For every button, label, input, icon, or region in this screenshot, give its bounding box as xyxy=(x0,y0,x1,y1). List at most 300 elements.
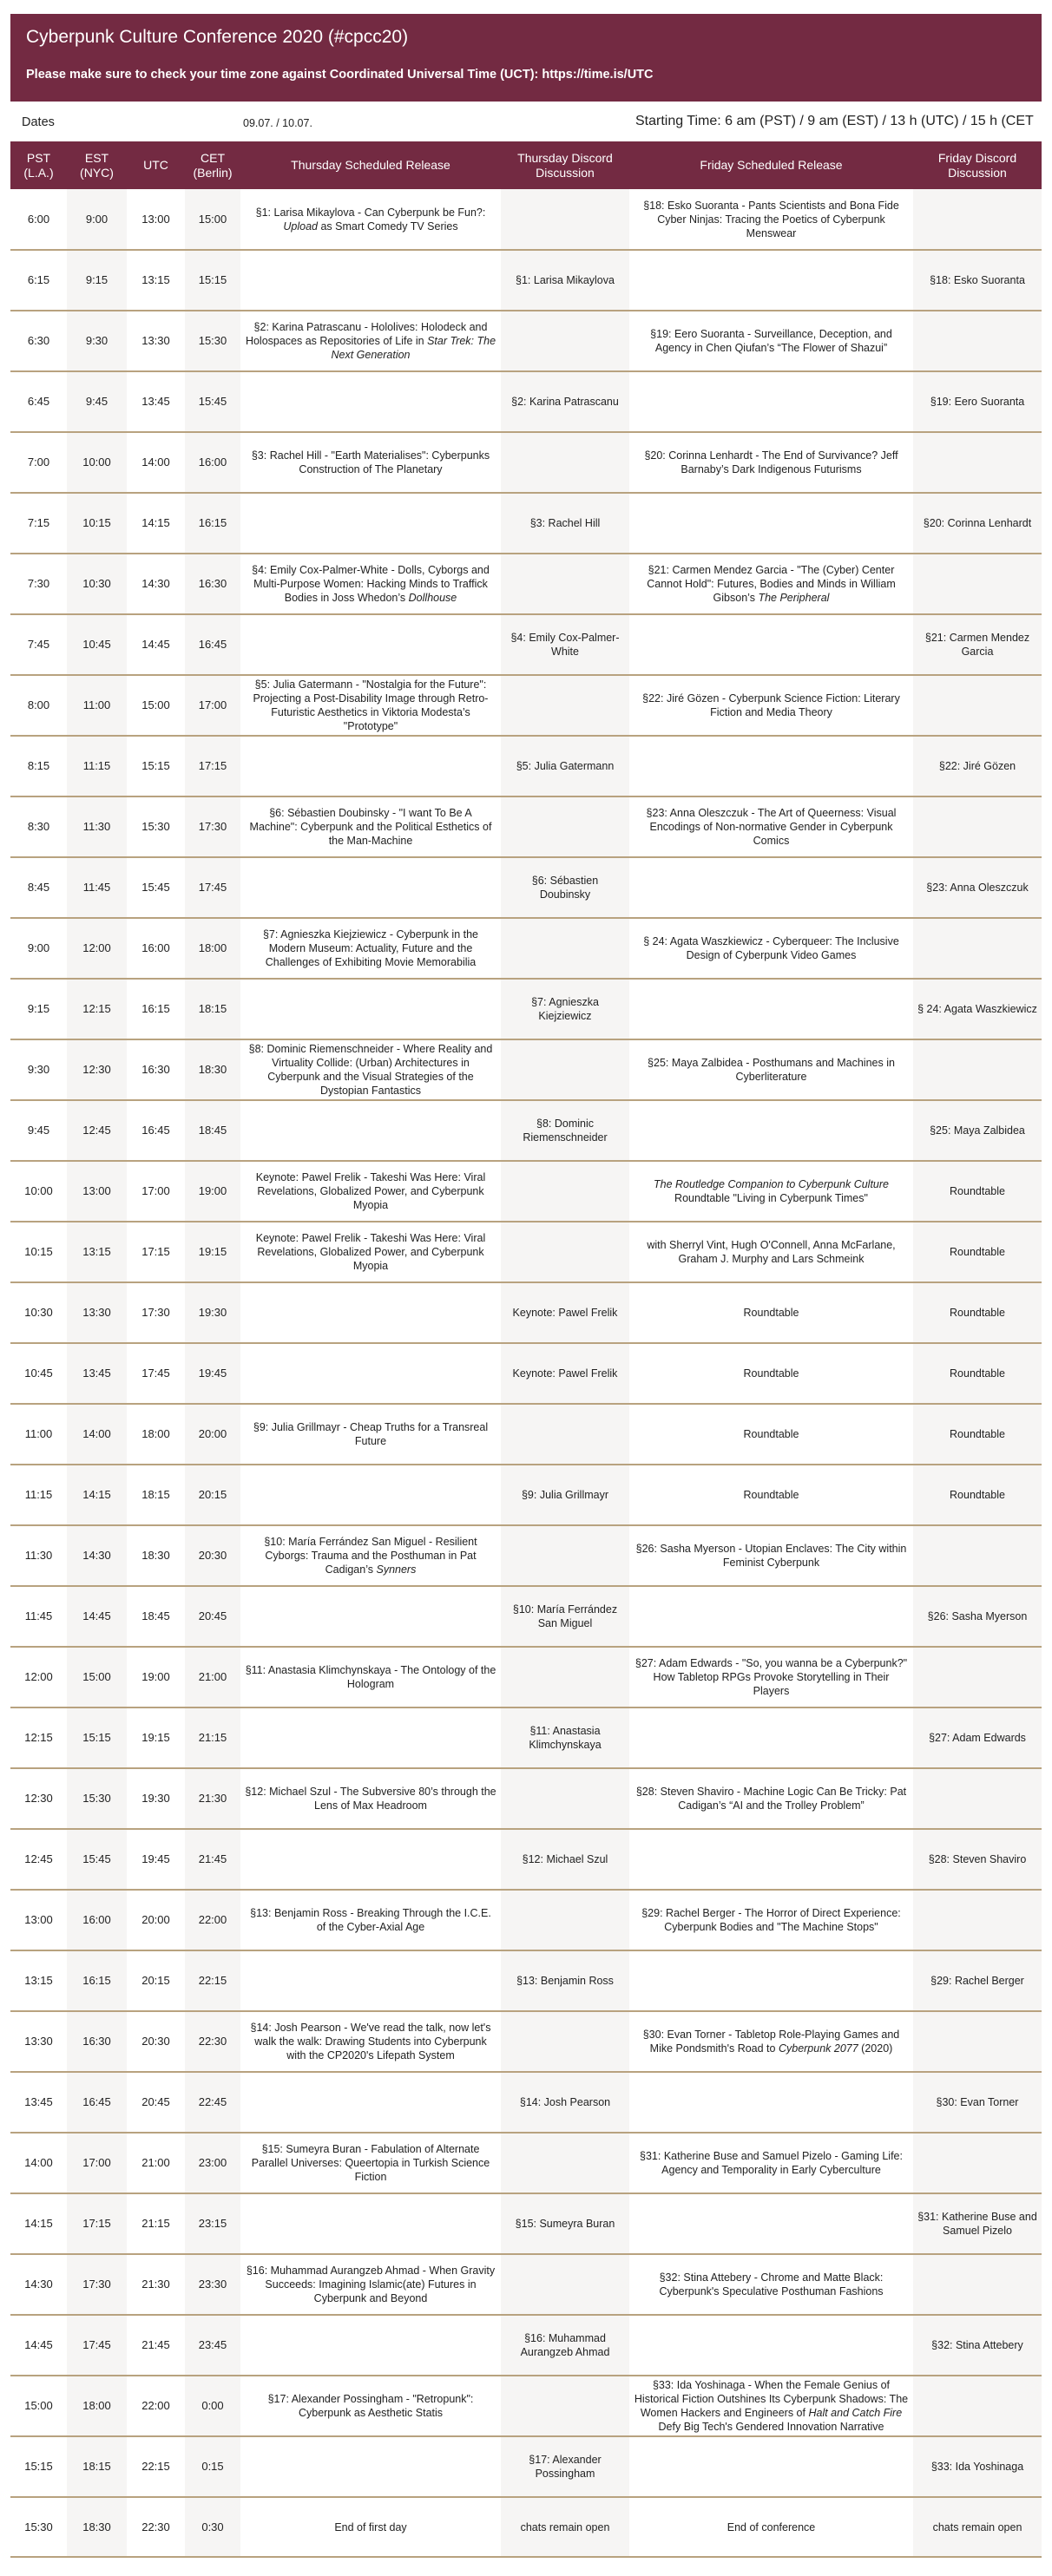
cell-utc: 18:30 xyxy=(127,1525,185,1586)
cell-thursday-release xyxy=(240,1282,501,1343)
cell-thursday-release: §6: Sébastien Doubinsky - "I want To Be A Machine": Cyberpunk and the Political Esthetics of the Man-Machine xyxy=(240,796,501,857)
col-header-pst: PST (L.A.) xyxy=(10,141,67,189)
col-header-friday-release: Friday Scheduled Release xyxy=(629,141,913,189)
cell-friday-release: § 24: Agata Waszkiewicz - Cyberqueer: The Inclusive Design of Cyberpunk Video Games xyxy=(629,918,913,979)
schedule-table xyxy=(10,141,1042,2558)
cell-thursday-discord xyxy=(501,2254,629,2315)
cell-thursday-release: §2: Karina Patrascanu - Hololives: Holodeck and Holospaces as Repositories of Life in Star Trek: The Next Generation xyxy=(240,311,501,371)
cell-pst: 14:45 xyxy=(10,2315,67,2376)
cell-cet: 18:30 xyxy=(185,1039,240,1100)
cell-friday-release xyxy=(629,857,913,918)
cell-utc: 13:15 xyxy=(127,250,185,311)
cell-thursday-release xyxy=(240,1586,501,1647)
cell-friday-release: §27: Adam Edwards - "So, you wanna be a Cyberpunk?" How Tabletop RPGs Provoke Storytelling in Their Players xyxy=(629,1647,913,1708)
cell-utc: 18:45 xyxy=(127,1586,185,1647)
cell-est: 9:00 xyxy=(67,189,127,250)
cell-utc: 20:00 xyxy=(127,1890,185,1950)
cell-pst: 10:45 xyxy=(10,1343,67,1404)
cell-cet: 19:45 xyxy=(185,1343,240,1404)
cell-thursday-discord xyxy=(501,796,629,857)
cell-friday-discord: §18: Esko Suoranta xyxy=(913,250,1042,311)
cell-pst: 12:30 xyxy=(10,1768,67,1829)
cell-thursday-discord xyxy=(501,1768,629,1829)
cell-friday-discord: §21: Carmen Mendez Garcia xyxy=(913,614,1042,675)
cell-thursday-release xyxy=(240,1100,501,1161)
cell-est: 17:00 xyxy=(67,2133,127,2193)
table-row xyxy=(10,311,1042,371)
cell-pst: 6:00 xyxy=(10,189,67,250)
cell-est: 12:30 xyxy=(67,1039,127,1100)
cell-friday-discord: chats remain open xyxy=(913,2497,1042,2557)
cell-thursday-discord: §8: Dominic Riemenschneider xyxy=(501,1100,629,1161)
cell-thursday-discord xyxy=(501,311,629,371)
cell-thursday-discord xyxy=(501,432,629,493)
cell-thursday-discord: §2: Karina Patrascanu xyxy=(501,371,629,432)
cell-thursday-discord: §3: Rachel Hill xyxy=(501,493,629,554)
cell-utc: 21:30 xyxy=(127,2254,185,2315)
cell-friday-discord: §22: Jiré Gözen xyxy=(913,736,1042,796)
cell-cet: 22:15 xyxy=(185,1950,240,2011)
cell-friday-release: §23: Anna Oleszczuk - The Art of Queerness: Visual Encodings of Non-normative Gender in Cyberpunk Comics xyxy=(629,796,913,857)
cell-utc: 20:45 xyxy=(127,2072,185,2133)
cell-friday-discord: §27: Adam Edwards xyxy=(913,1708,1042,1768)
cell-cet: 20:45 xyxy=(185,1586,240,1647)
cell-thursday-release: §14: Josh Pearson - We've read the talk, now let's walk the walk: Drawing Students into Cyberpunk with the CP2020's Lifepath System xyxy=(240,2011,501,2072)
cell-friday-discord: §29: Rachel Berger xyxy=(913,1950,1042,2011)
cell-friday-discord: Roundtable xyxy=(913,1465,1042,1525)
cell-friday-discord xyxy=(913,675,1042,736)
cell-est: 13:15 xyxy=(67,1222,127,1282)
cell-friday-discord: §30: Evan Torner xyxy=(913,2072,1042,2133)
cell-utc: 22:15 xyxy=(127,2436,185,2497)
cell-thursday-discord: §11: Anastasia Klimchynskaya xyxy=(501,1708,629,1768)
cell-friday-release: §18: Esko Suoranta - Pants Scientists and Bona Fide Cyber Ninjas: Tracing the Poetics of Cyberpunk Menswear xyxy=(629,189,913,250)
cell-thursday-release: §3: Rachel Hill - "Earth Materialises": Cyberpunks Construction of The Planetary xyxy=(240,432,501,493)
cell-cet: 20:15 xyxy=(185,1465,240,1525)
cell-friday-release: Roundtable xyxy=(629,1465,913,1525)
cell-friday-release: §29: Rachel Berger - The Horror of Direct Experience: Cyberpunk Bodies and "The Machine Stops" xyxy=(629,1890,913,1950)
cell-thursday-release: §15: Sumeyra Buran - Fabulation of Alternate Parallel Universes: Queertopia in Turkish Science Fiction xyxy=(240,2133,501,2193)
cell-pst: 7:30 xyxy=(10,554,67,614)
cell-utc: 13:30 xyxy=(127,311,185,371)
cell-est: 9:45 xyxy=(67,371,127,432)
cell-utc: 14:15 xyxy=(127,493,185,554)
cell-utc: 13:00 xyxy=(127,189,185,250)
cell-pst: 10:15 xyxy=(10,1222,67,1282)
cell-cet: 17:00 xyxy=(185,675,240,736)
cell-est: 12:00 xyxy=(67,918,127,979)
table-row xyxy=(10,918,1042,979)
cell-friday-release: §21: Carmen Mendez Garcia - "The (Cyber) Center Cannot Hold": Futures, Bodies and Minds in William Gibson’s The Peripheral xyxy=(629,554,913,614)
cell-thursday-discord xyxy=(501,554,629,614)
cell-friday-release: with Sherryl Vint, Hugh O'Connell, Anna McFarlane, Graham J. Murphy and Lars Schmeink xyxy=(629,1222,913,1282)
cell-cet: 23:30 xyxy=(185,2254,240,2315)
cell-friday-discord: §25: Maya Zalbidea xyxy=(913,1100,1042,1161)
cell-cet: 22:30 xyxy=(185,2011,240,2072)
cell-cet: 20:00 xyxy=(185,1404,240,1465)
cell-utc: 21:00 xyxy=(127,2133,185,2193)
table-row xyxy=(10,857,1042,918)
table-row xyxy=(10,1829,1042,1890)
cell-friday-discord: Roundtable xyxy=(913,1404,1042,1465)
cell-cet: 15:15 xyxy=(185,250,240,311)
table-row xyxy=(10,250,1042,311)
cell-friday-discord: §31: Katherine Buse and Samuel Pizelo xyxy=(913,2193,1042,2254)
cell-friday-release: §31: Katherine Buse and Samuel Pizelo - Gaming Life: Agency and Temporality in Early Cyberculture xyxy=(629,2133,913,2193)
cell-friday-release: §26: Sasha Myerson - Utopian Enclaves: The City within Feminist Cyberpunk xyxy=(629,1525,913,1586)
cell-cet: 16:45 xyxy=(185,614,240,675)
cell-thursday-release xyxy=(240,1708,501,1768)
cell-cet: 20:30 xyxy=(185,1525,240,1586)
page-title: Cyberpunk Culture Conference 2020 (#cpcc20) xyxy=(26,27,409,47)
cell-cet: 16:15 xyxy=(185,493,240,554)
cell-est: 17:45 xyxy=(67,2315,127,2376)
cell-utc: 18:15 xyxy=(127,1465,185,1525)
cell-utc: 21:15 xyxy=(127,2193,185,2254)
cell-thursday-release xyxy=(240,2193,501,2254)
cell-thursday-release xyxy=(240,1343,501,1404)
cell-friday-discord xyxy=(913,2133,1042,2193)
table-row xyxy=(10,432,1042,493)
cell-thursday-release xyxy=(240,1829,501,1890)
cell-pst: 7:45 xyxy=(10,614,67,675)
cell-friday-release xyxy=(629,979,913,1039)
cell-est: 9:15 xyxy=(67,250,127,311)
cell-utc: 20:30 xyxy=(127,2011,185,2072)
cell-utc: 16:30 xyxy=(127,1039,185,1100)
table-row xyxy=(10,1343,1042,1404)
cell-cet: 18:45 xyxy=(185,1100,240,1161)
cell-est: 15:15 xyxy=(67,1708,127,1768)
table-row xyxy=(10,2315,1042,2376)
cell-est: 10:15 xyxy=(67,493,127,554)
cell-thursday-discord xyxy=(501,918,629,979)
cell-friday-release: §33: Ida Yoshinaga - When the Female Genius of Historical Fiction Outshines Its Cyberpunk Shadows: The Women Hackers and Engineers of Halt and Catch Fire Defy Big Tech's Gendered Innovation Narrative xyxy=(629,2376,913,2436)
cell-friday-release xyxy=(629,1586,913,1647)
cell-friday-discord xyxy=(913,796,1042,857)
cell-thursday-release: Keynote: Pawel Frelik - Takeshi Was Here: Viral Revelations, Globalized Power, and Cyberpunk Myopia xyxy=(240,1161,501,1222)
cell-cet: 17:45 xyxy=(185,857,240,918)
table-row xyxy=(10,1282,1042,1343)
cell-pst: 6:45 xyxy=(10,371,67,432)
cell-thursday-release xyxy=(240,1465,501,1525)
cell-thursday-discord: §10: María Ferrández San Miguel xyxy=(501,1586,629,1647)
cell-thursday-release xyxy=(240,1950,501,2011)
cell-friday-discord xyxy=(913,1768,1042,1829)
cell-friday-release xyxy=(629,2193,913,2254)
cell-cet: 21:00 xyxy=(185,1647,240,1708)
cell-pst: 9:45 xyxy=(10,1100,67,1161)
cell-utc: 17:00 xyxy=(127,1161,185,1222)
cell-thursday-release xyxy=(240,614,501,675)
cell-thursday-release: §5: Julia Gatermann - "Nostalgia for the Future": Projecting a Post-Disability Image through Retro-Futuristic Aesthetics in Viktoria Modesta’s "Prototype" xyxy=(240,675,501,736)
cell-cet: 0:00 xyxy=(185,2376,240,2436)
cell-est: 15:00 xyxy=(67,1647,127,1708)
cell-friday-release xyxy=(629,1708,913,1768)
col-header-thursday-discord: Thursday Discord Discussion xyxy=(501,141,629,189)
cell-cet: 15:45 xyxy=(185,371,240,432)
cell-friday-discord xyxy=(913,2011,1042,2072)
cell-cet: 23:45 xyxy=(185,2315,240,2376)
cell-est: 13:30 xyxy=(67,1282,127,1343)
cell-thursday-discord: Keynote: Pawel Frelik xyxy=(501,1343,629,1404)
cell-utc: 15:00 xyxy=(127,675,185,736)
table-row xyxy=(10,1586,1042,1647)
table-row xyxy=(10,2436,1042,2497)
cell-pst: 13:15 xyxy=(10,1950,67,2011)
cell-friday-discord: §28: Steven Shaviro xyxy=(913,1829,1042,1890)
cell-utc: 17:30 xyxy=(127,1282,185,1343)
cell-thursday-release: §1: Larisa Mikaylova - Can Cyberpunk be Fun?: Upload as Smart Comedy TV Series xyxy=(240,189,501,250)
cell-friday-release: §32: Stina Attebery - Chrome and Matte Black: Cyberpunk's Speculative Posthuman Fashions xyxy=(629,2254,913,2315)
cell-thursday-discord: chats remain open xyxy=(501,2497,629,2557)
cell-friday-release xyxy=(629,493,913,554)
cell-friday-release: §22: Jiré Gözen - Cyberpunk Science Fiction: Literary Fiction and Media Theory xyxy=(629,675,913,736)
cell-est: 11:45 xyxy=(67,857,127,918)
table-row xyxy=(10,979,1042,1039)
cell-est: 11:30 xyxy=(67,796,127,857)
cell-cet: 19:30 xyxy=(185,1282,240,1343)
cell-utc: 19:00 xyxy=(127,1647,185,1708)
cell-est: 11:00 xyxy=(67,675,127,736)
cell-pst: 8:00 xyxy=(10,675,67,736)
dates-row xyxy=(10,102,1042,141)
cell-thursday-discord xyxy=(501,1647,629,1708)
cell-thursday-discord xyxy=(501,2011,629,2072)
cell-thursday-discord: §5: Julia Gatermann xyxy=(501,736,629,796)
cell-est: 18:00 xyxy=(67,2376,127,2436)
cell-pst: 12:15 xyxy=(10,1708,67,1768)
cell-utc: 14:30 xyxy=(127,554,185,614)
table-row xyxy=(10,554,1042,614)
table-row xyxy=(10,493,1042,554)
table-row xyxy=(10,1222,1042,1282)
cell-pst: 15:00 xyxy=(10,2376,67,2436)
table-header-row xyxy=(10,141,1042,189)
cell-est: 12:15 xyxy=(67,979,127,1039)
table-row xyxy=(10,2011,1042,2072)
dates-label: Dates xyxy=(22,115,55,129)
cell-est: 16:30 xyxy=(67,2011,127,2072)
cell-cet: 16:30 xyxy=(185,554,240,614)
cell-est: 18:30 xyxy=(67,2497,127,2557)
cell-cet: 22:45 xyxy=(185,2072,240,2133)
cell-thursday-release: §17: Alexander Possingham - "Retropunk": Cyberpunk as Aesthetic Statis xyxy=(240,2376,501,2436)
cell-thursday-discord xyxy=(501,2133,629,2193)
table-row xyxy=(10,736,1042,796)
table-row xyxy=(10,189,1042,250)
cell-thursday-discord: §9: Julia Grillmayr xyxy=(501,1465,629,1525)
cell-friday-release: §25: Maya Zalbidea - Posthumans and Machines in Cyberliterature xyxy=(629,1039,913,1100)
table-row xyxy=(10,371,1042,432)
cell-thursday-release: §10: María Ferrández San Miguel - Resilient Cyborgs: Trauma and the Posthuman in Pat Cadigan’s Synners xyxy=(240,1525,501,1586)
cell-est: 10:30 xyxy=(67,554,127,614)
cell-est: 17:15 xyxy=(67,2193,127,2254)
cell-thursday-discord: §13: Benjamin Ross xyxy=(501,1950,629,2011)
cell-thursday-release xyxy=(240,857,501,918)
cell-utc: 16:00 xyxy=(127,918,185,979)
cell-est: 10:00 xyxy=(67,432,127,493)
cell-friday-release xyxy=(629,371,913,432)
cell-pst: 13:30 xyxy=(10,2011,67,2072)
cell-pst: 13:45 xyxy=(10,2072,67,2133)
cell-utc: 15:30 xyxy=(127,796,185,857)
cell-thursday-release: End of first day xyxy=(240,2497,501,2557)
cell-utc: 22:30 xyxy=(127,2497,185,2557)
table-row xyxy=(10,1404,1042,1465)
cell-pst: 6:30 xyxy=(10,311,67,371)
cell-cet: 21:15 xyxy=(185,1708,240,1768)
cell-thursday-discord xyxy=(501,1404,629,1465)
cell-thursday-release: §4: Emily Cox-Palmer-White - Dolls, Cyborgs and Multi-Purpose Women: Hacking Minds to Traffick Bodies in Joss Whedon’s Dollhouse xyxy=(240,554,501,614)
cell-friday-discord: Roundtable xyxy=(913,1161,1042,1222)
cell-pst: 6:15 xyxy=(10,250,67,311)
table-row xyxy=(10,2193,1042,2254)
cell-pst: 12:45 xyxy=(10,1829,67,1890)
cell-pst: 11:00 xyxy=(10,1404,67,1465)
cell-friday-discord: §33: Ida Yoshinaga xyxy=(913,2436,1042,2497)
cell-utc: 19:30 xyxy=(127,1768,185,1829)
table-row xyxy=(10,1708,1042,1768)
cell-est: 16:15 xyxy=(67,1950,127,2011)
cell-utc: 16:45 xyxy=(127,1100,185,1161)
cell-friday-discord xyxy=(913,1525,1042,1586)
cell-friday-discord: §19: Eero Suoranta xyxy=(913,371,1042,432)
col-header-cet: CET (Berlin) xyxy=(185,141,240,189)
cell-pst: 10:00 xyxy=(10,1161,67,1222)
table-row xyxy=(10,1100,1042,1161)
timezone-notice: Please make sure to check your time zone against Coordinated Universal Time (UCT): https://time.is/UTC xyxy=(26,68,654,82)
cell-thursday-discord: Keynote: Pawel Frelik xyxy=(501,1282,629,1343)
table-row xyxy=(10,2072,1042,2133)
cell-thursday-discord: §7: Agnieszka Kiejziewicz xyxy=(501,979,629,1039)
table-row xyxy=(10,1039,1042,1100)
cell-thursday-discord xyxy=(501,2376,629,2436)
cell-cet: 0:15 xyxy=(185,2436,240,2497)
cell-friday-discord xyxy=(913,432,1042,493)
table-row xyxy=(10,1161,1042,1222)
cell-friday-release: Roundtable xyxy=(629,1343,913,1404)
cell-pst: 11:30 xyxy=(10,1525,67,1586)
cell-thursday-discord: §16: Muhammad Aurangzeb Ahmad xyxy=(501,2315,629,2376)
cell-cet: 16:00 xyxy=(185,432,240,493)
cell-friday-release xyxy=(629,1100,913,1161)
cell-pst: 7:15 xyxy=(10,493,67,554)
cell-pst: 10:30 xyxy=(10,1282,67,1343)
cell-est: 9:30 xyxy=(67,311,127,371)
cell-pst: 14:30 xyxy=(10,2254,67,2315)
table-row xyxy=(10,796,1042,857)
cell-utc: 19:15 xyxy=(127,1708,185,1768)
table-row xyxy=(10,1525,1042,1586)
cell-friday-discord xyxy=(913,1647,1042,1708)
schedule-page xyxy=(10,14,1042,2558)
cell-utc: 13:45 xyxy=(127,371,185,432)
cell-thursday-release xyxy=(240,493,501,554)
cell-utc: 19:45 xyxy=(127,1829,185,1890)
cell-friday-discord xyxy=(913,918,1042,979)
cell-cet: 19:00 xyxy=(185,1161,240,1222)
cell-friday-release xyxy=(629,1829,913,1890)
cell-pst: 9:30 xyxy=(10,1039,67,1100)
cell-thursday-discord: §1: Larisa Mikaylova xyxy=(501,250,629,311)
cell-friday-release: End of conference xyxy=(629,2497,913,2557)
cell-cet: 19:15 xyxy=(185,1222,240,1282)
cell-thursday-discord xyxy=(501,1039,629,1100)
table-row xyxy=(10,2497,1042,2557)
cell-thursday-release: Keynote: Pawel Frelik - Takeshi Was Here: Viral Revelations, Globalized Power, and Cyberpunk Myopia xyxy=(240,1222,501,1282)
cell-pst: 7:00 xyxy=(10,432,67,493)
col-header-utc: UTC xyxy=(127,141,185,189)
cell-thursday-discord xyxy=(501,675,629,736)
cell-friday-release xyxy=(629,2436,913,2497)
cell-thursday-discord: §6: Sébastien Doubinsky xyxy=(501,857,629,918)
cell-friday-release: Roundtable xyxy=(629,1282,913,1343)
table-row xyxy=(10,614,1042,675)
table-row xyxy=(10,1950,1042,2011)
cell-est: 15:45 xyxy=(67,1829,127,1890)
cell-friday-release xyxy=(629,2315,913,2376)
cell-thursday-discord xyxy=(501,1525,629,1586)
table-row xyxy=(10,2376,1042,2436)
table-row xyxy=(10,2254,1042,2315)
cell-thursday-discord: §12: Michael Szul xyxy=(501,1829,629,1890)
cell-friday-discord xyxy=(913,2254,1042,2315)
cell-friday-discord: §23: Anna Oleszczuk xyxy=(913,857,1042,918)
cell-pst: 13:00 xyxy=(10,1890,67,1950)
cell-utc: 17:15 xyxy=(127,1222,185,1282)
cell-cet: 15:00 xyxy=(185,189,240,250)
cell-thursday-release: §7: Agnieszka Kiejziewicz - Cyberpunk in the Modern Museum: Actuality, Future and the Challenges of Exhibiting Movie Memorabilia xyxy=(240,918,501,979)
cell-utc: 22:00 xyxy=(127,2376,185,2436)
cell-pst: 12:00 xyxy=(10,1647,67,1708)
cell-est: 13:45 xyxy=(67,1343,127,1404)
cell-est: 14:30 xyxy=(67,1525,127,1586)
cell-thursday-release xyxy=(240,2436,501,2497)
cell-pst: 8:30 xyxy=(10,796,67,857)
cell-pst: 8:45 xyxy=(10,857,67,918)
cell-est: 11:15 xyxy=(67,736,127,796)
cell-est: 18:15 xyxy=(67,2436,127,2497)
cell-thursday-discord xyxy=(501,1222,629,1282)
cell-friday-release: §19: Eero Suoranta - Surveillance, Deception, and Agency in Chen Qiufan’s “The Flower of Shazui” xyxy=(629,311,913,371)
cell-utc: 14:00 xyxy=(127,432,185,493)
cell-friday-release: Roundtable xyxy=(629,1404,913,1465)
cell-thursday-release: §8: Dominic Riemenschneider - Where Reality and Virtuality Collide: (Urban) Architectures in Cyberpunk and the Visual Strategies of the Dystopian Fantastics xyxy=(240,1039,501,1100)
cell-pst: 14:15 xyxy=(10,2193,67,2254)
cell-friday-release xyxy=(629,1950,913,2011)
cell-est: 17:30 xyxy=(67,2254,127,2315)
cell-thursday-release xyxy=(240,979,501,1039)
cell-friday-discord: § 24: Agata Waszkiewicz xyxy=(913,979,1042,1039)
cell-friday-release xyxy=(629,736,913,796)
cell-thursday-release: §16: Muhammad Aurangzeb Ahmad - When Gravity Succeeds: Imagining Islamic(ate) Futures in Cyberpunk and Beyond xyxy=(240,2254,501,2315)
cell-thursday-release xyxy=(240,736,501,796)
cell-cet: 22:00 xyxy=(185,1890,240,1950)
cell-utc: 18:00 xyxy=(127,1404,185,1465)
dates-value: 09.07. / 10.07. xyxy=(243,117,312,129)
cell-est: 13:00 xyxy=(67,1161,127,1222)
header-banner xyxy=(10,14,1042,102)
cell-utc: 21:45 xyxy=(127,2315,185,2376)
table-row xyxy=(10,675,1042,736)
cell-utc: 15:15 xyxy=(127,736,185,796)
cell-friday-release xyxy=(629,2072,913,2133)
cell-cet: 18:15 xyxy=(185,979,240,1039)
cell-cet: 15:30 xyxy=(185,311,240,371)
cell-friday-release: The Routledge Companion to Cyberpunk Culture Roundtable "Living in Cyberpunk Times" xyxy=(629,1161,913,1222)
cell-friday-release: §20: Corinna Lenhardt - The End of Survivance? Jeff Barnaby’s Dark Indigenous Futurisms xyxy=(629,432,913,493)
